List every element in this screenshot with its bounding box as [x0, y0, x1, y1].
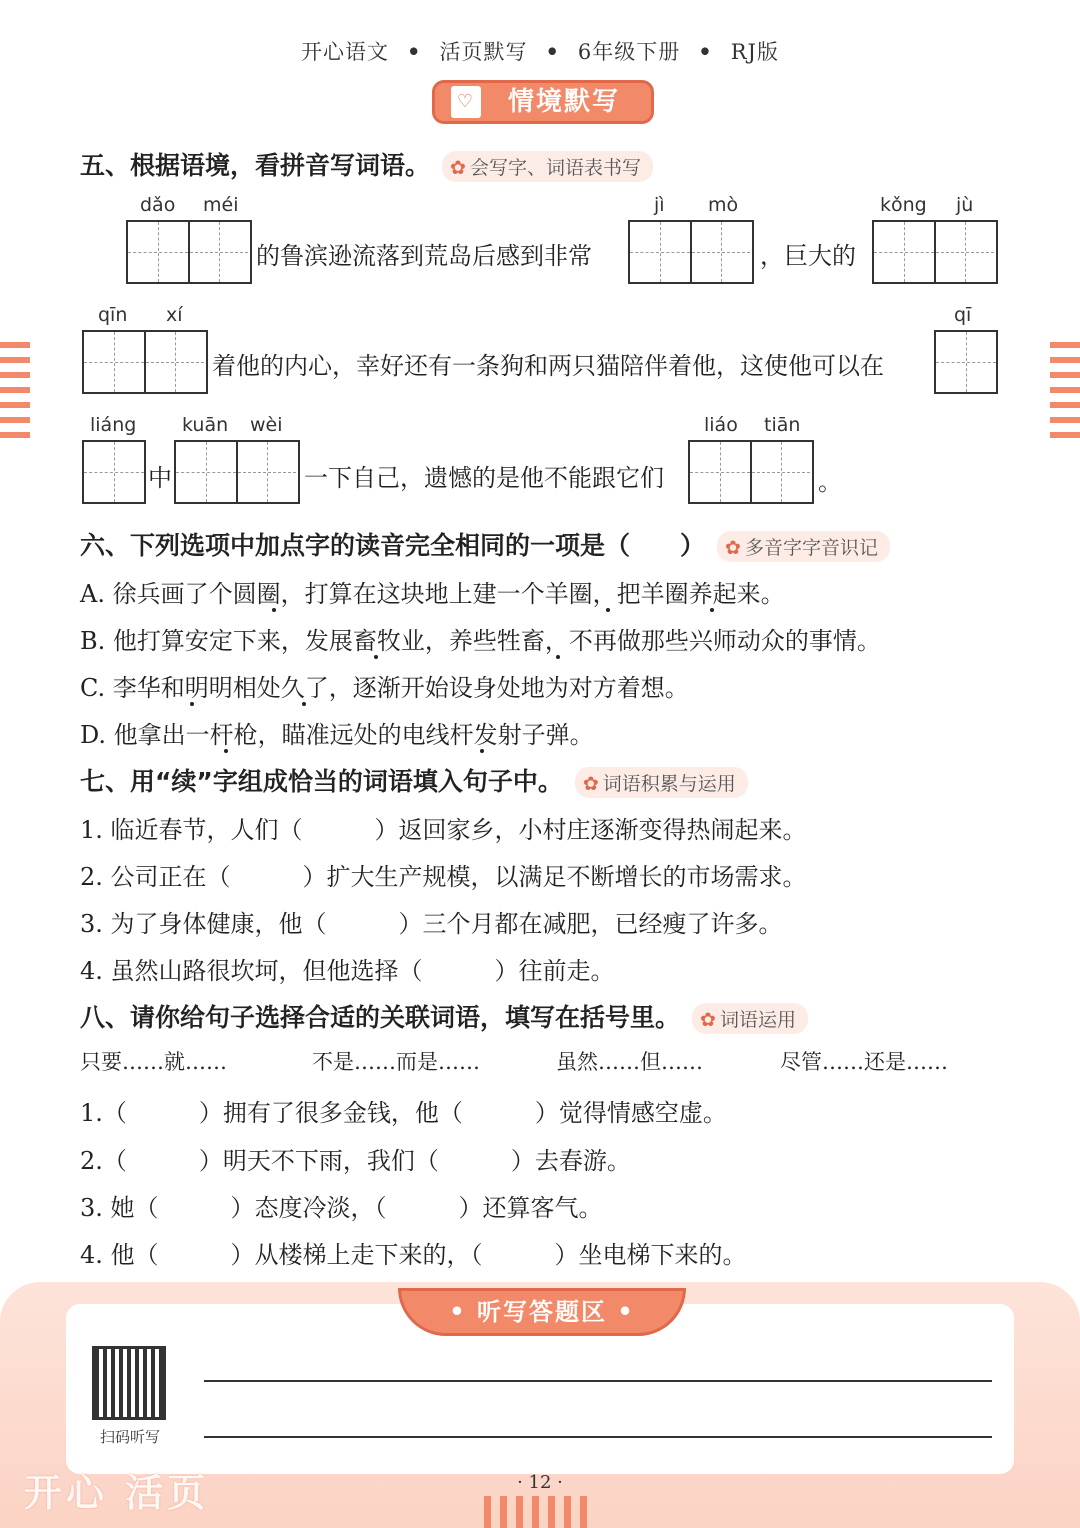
section5-title	[80, 146, 653, 182]
section8-title	[80, 998, 808, 1034]
fill-item[interactable]: 4. 虽然山路很坎坷，但他选择（ ）往前走。	[80, 957, 615, 985]
pinyin: jì	[654, 194, 665, 216]
section-banner	[432, 80, 654, 124]
pinyin: liáo	[704, 414, 738, 436]
sentence-text: 。	[818, 468, 842, 496]
flower-icon: ✿	[725, 537, 741, 559]
fill-item[interactable]: 1. 临近春节，人们（ ）返回家乡，小村庄逐渐变得热闹起来。	[80, 816, 807, 844]
conjunction-choice: 尽管……还是……	[780, 1050, 948, 1074]
sentence-text: 着他的内心，幸好还有一条狗和两只猫陪伴着他，这使他可以在	[212, 352, 884, 380]
section8-tag-text: 词语运用	[719, 1009, 796, 1031]
section5-tag	[442, 151, 653, 182]
qr-label: 扫码听写	[99, 1428, 160, 1446]
pinyin: wèi	[250, 414, 283, 436]
section6-tag	[717, 531, 890, 562]
pinyin: kuān	[182, 414, 229, 436]
fill-item[interactable]: 3. 她（ ）态度冷淡，（ ）还算客气。	[80, 1194, 603, 1222]
sentence-text: ，巨大的	[760, 242, 856, 270]
section7-title	[80, 762, 748, 798]
emphasis-dot	[272, 608, 276, 612]
flower-icon: ✿	[700, 1009, 716, 1031]
section6-title	[80, 526, 890, 562]
answer-box-liaotian[interactable]	[688, 440, 814, 504]
section7-tag-text: 词语积累与运用	[602, 773, 736, 795]
header-sep: •	[545, 39, 560, 64]
sentence-text: 中	[148, 464, 172, 492]
sentence-text: 的鲁滨逊流落到荒岛后感到非常	[256, 242, 592, 270]
answer-box-kuanwei[interactable]	[174, 440, 300, 504]
emphasis-dot	[224, 749, 228, 753]
section7-tag	[575, 767, 748, 798]
pinyin: qīn	[98, 304, 128, 326]
answer-box-jimo[interactable]	[628, 220, 754, 284]
emphasis-dot	[302, 702, 306, 706]
section6-tag-text: 多音字字音识记	[744, 537, 878, 559]
answer-box-liang[interactable]	[82, 440, 146, 504]
option-c: C. 李华和明明相处久了，逐渐开始设身处地为对方着想。	[80, 674, 689, 702]
conjunction-choice: 虽然……但……	[556, 1050, 703, 1074]
pinyin: dǎo	[140, 194, 176, 216]
answer-box-qinxi[interactable]	[82, 330, 208, 394]
header-type: 活页默写	[439, 40, 528, 64]
emphasis-dot	[480, 749, 484, 753]
page-header	[0, 36, 1080, 66]
pinyin: jù	[956, 194, 974, 216]
section7-title-text: 七、用“续”字组成恰当的词语填入句子中。	[80, 767, 563, 796]
option-a: A. 徐兵画了个圆圈，打算在这块地上建一个羊圈，把羊圈养起来。	[80, 580, 785, 608]
conjunction-choice: 不是……而是……	[312, 1050, 480, 1074]
left-stripe-decoration	[0, 342, 30, 447]
right-stripe-decoration	[1050, 342, 1080, 447]
option-d: D. 他拿出一杆枪，瞄准远处的电线杆发射子弹。	[80, 721, 594, 749]
writing-line[interactable]	[204, 1436, 992, 1438]
emphasis-dot	[374, 655, 378, 659]
banner-title: 情境默写	[507, 87, 620, 117]
page-number: · 12 ·	[517, 1472, 563, 1493]
pinyin: liáng	[90, 414, 137, 436]
answer-box-daomei[interactable]	[126, 220, 252, 284]
pinyin: kǒng	[880, 194, 927, 216]
fill-item[interactable]: 1.（ ）拥有了很多金钱，他（ ）觉得情感空虚。	[80, 1099, 727, 1127]
brand-logo: 开心 活页	[24, 1471, 210, 1515]
section5-tag-text: 会写字、词语表书写	[469, 157, 641, 179]
header-edition: RJ版	[730, 40, 779, 64]
heart-book-icon: ♡	[451, 86, 481, 118]
pinyin: méi	[203, 194, 239, 216]
pinyin: tiān	[764, 414, 801, 436]
header-sep: •	[698, 39, 713, 64]
bottom-stripe-decoration	[484, 1496, 587, 1528]
sentence-text: 一下自己，遗憾的是他不能跟它们	[304, 464, 664, 492]
section8-tag	[692, 1003, 808, 1034]
header-book: 开心语文	[301, 40, 390, 64]
fill-item[interactable]: 3. 为了身体健康，他（ ）三个月都在减肥，已经瘦了许多。	[80, 910, 783, 938]
flower-icon: ✿	[450, 157, 466, 179]
emphasis-dot	[606, 608, 610, 612]
qr-code[interactable]	[92, 1346, 166, 1420]
section5-title-text: 五、根据语境，看拼音写词语。	[80, 151, 431, 180]
answer-box-qi[interactable]	[934, 330, 998, 394]
emphasis-dot	[190, 702, 194, 706]
answer-box-kongju[interactable]	[872, 220, 998, 284]
emphasis-dot	[556, 655, 560, 659]
section6-title-text: 六、下列选项中加点字的读音完全相同的一项是（ ）	[80, 531, 706, 560]
pinyin: xí	[166, 304, 183, 326]
header-grade: 6年级下册	[577, 40, 681, 64]
fill-item[interactable]: 2. 公司正在（ ）扩大生产规模，以满足不断增长的市场需求。	[80, 863, 807, 891]
pinyin: mò	[708, 194, 739, 216]
emphasis-dot	[710, 608, 714, 612]
pinyin: qī	[954, 304, 972, 326]
fill-item[interactable]: 2.（ ）明天不下雨，我们（ ）去春游。	[80, 1147, 631, 1175]
section8-title-text: 八、请你给句子选择合适的关联词语，填写在括号里。	[80, 1003, 681, 1032]
conjunction-choice: 只要……就……	[80, 1050, 227, 1074]
header-sep: •	[407, 39, 422, 64]
dictation-tab: • 听写答题区 •	[398, 1288, 686, 1336]
option-b: B. 他打算安定下来，发展畜牧业，养些牲畜，不再做那些兴师动众的事情。	[80, 627, 881, 655]
writing-line[interactable]	[204, 1380, 992, 1382]
flower-icon: ✿	[582, 773, 599, 795]
fill-item[interactable]: 4. 他（ ）从楼梯上走下来的，（ ）坐电梯下来的。	[80, 1241, 747, 1269]
